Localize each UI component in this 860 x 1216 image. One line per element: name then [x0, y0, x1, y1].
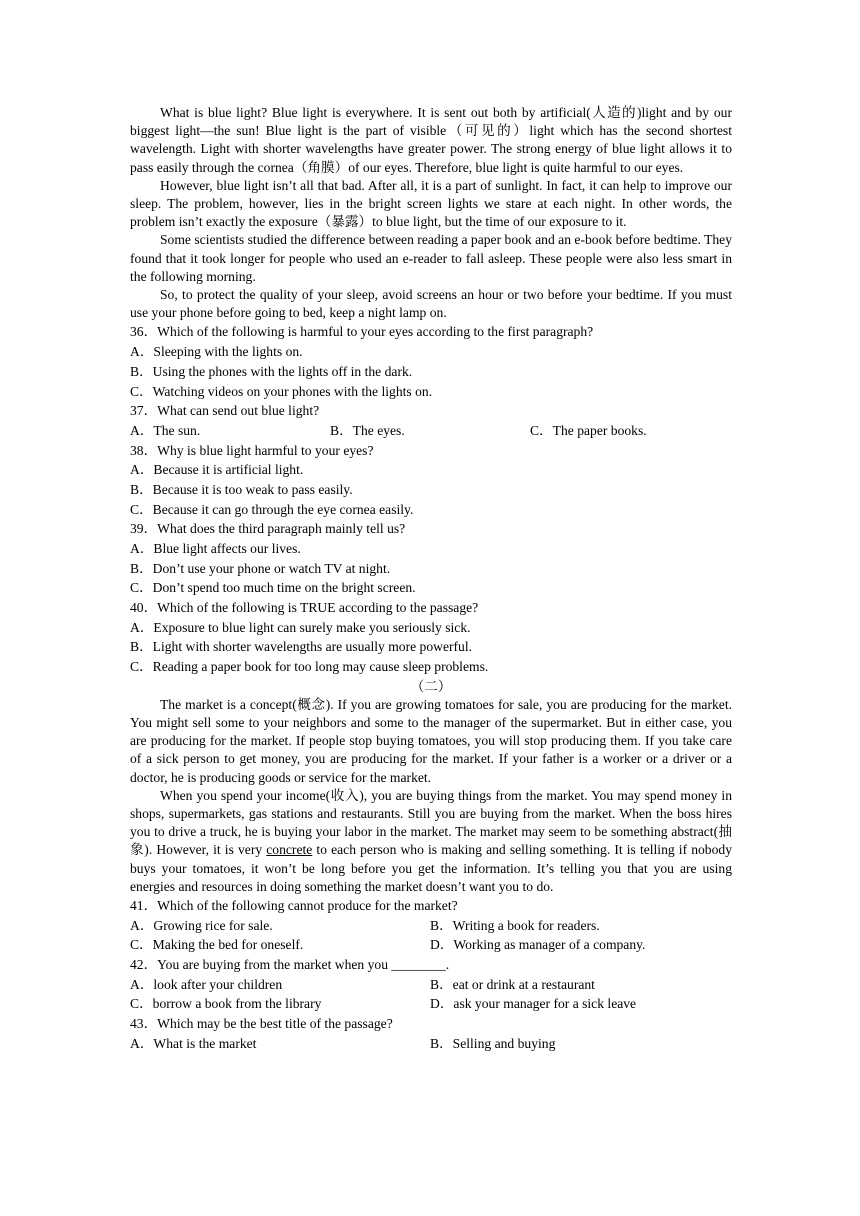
- question-38: [130, 441, 732, 520]
- passage-2-paragraph: [130, 787, 732, 896]
- question-stem: 38．Why is blue light harmful to your eyes?: [130, 442, 374, 458]
- option-row: [130, 500, 732, 520]
- option-b: B．Don’t use your phone or watch TV at night.: [130, 560, 391, 576]
- question-41: [130, 896, 732, 955]
- option-b: B．Because it is too weak to pass easily.: [130, 481, 353, 497]
- option-row: [130, 1034, 732, 1054]
- option-c: C．Making the bed for oneself.: [130, 937, 304, 953]
- option-a: A．What is the market: [130, 1035, 257, 1051]
- option-row: [130, 460, 732, 480]
- document-body: [130, 104, 732, 1054]
- question-37: [130, 401, 732, 440]
- question-40: [130, 598, 732, 677]
- question-stem: 41．Which of the following cannot produce for the market?: [130, 898, 458, 914]
- option-row: [130, 637, 732, 657]
- option-b: B．Using the phones with the lights off in the dark.: [130, 363, 413, 379]
- question-stem: 37．What can send out blue light?: [130, 403, 320, 419]
- option-c: C．The paper books.: [530, 422, 647, 438]
- option-c: C．Reading a paper book for too long may cause sleep problems.: [130, 659, 489, 675]
- option-row: [130, 421, 732, 441]
- option-a: A．Because it is artificial light.: [130, 462, 304, 478]
- question-stem: 43．Which may be the best title of the passage?: [130, 1016, 393, 1032]
- paragraph-text: to each person who is making and selling something. It is telling if nobody buys your tomatoes, it won’t be long before you get the information. It’s telling you that you are using energies and resources in doing something the market doesn’t want you to do.: [130, 842, 732, 894]
- option-row: [130, 362, 732, 382]
- question-stem: 42．You are buying from the market when you ________.: [130, 957, 450, 973]
- option-row: [130, 657, 732, 677]
- option-row: [130, 618, 732, 638]
- passage-1-paragraph: However, blue light isn’t all that bad. After all, it is a part of sunlight. In fact, it can help to improve our sleep. The problem, however, lies in the bright screen lights we stare at each night. In other words, the problem isn’t exactly the exposure（暴露）to blue light, but the time of our exposure to it.: [130, 177, 732, 230]
- question-36: [130, 322, 732, 401]
- question-42: [130, 955, 732, 1014]
- option-row: [130, 382, 732, 402]
- underlined-word: concrete: [266, 842, 313, 858]
- option-b: B．The eyes.: [330, 422, 405, 438]
- question-39: [130, 519, 732, 598]
- option-d: D．ask your manager for a sick leave: [430, 996, 637, 1012]
- option-row: [130, 559, 732, 579]
- option-b: B．eat or drink at a restaurant: [430, 976, 595, 992]
- passage-1-paragraph: What is blue light? Blue light is everywhere. It is sent out both by artificial(人造的)light and by our biggest light—the sun! Blue light is the part of visible（可见的）light which has the second shortest wavelength. Light with shorter wavelengths have greater power. The strong energy of blue light allows it to pass easily through the cornea（角膜）of our eyes. Therefore, blue light is quite harmful to our eyes.: [130, 105, 732, 175]
- option-a: A．look after your children: [130, 976, 283, 992]
- option-b: B．Selling and buying: [430, 1035, 556, 1051]
- option-row: [130, 935, 732, 955]
- option-a: A．Blue light affects our lives.: [130, 541, 301, 556]
- passage-1: [130, 104, 732, 322]
- passage-2: [130, 696, 732, 896]
- passage-1-paragraph: Some scientists studied the difference between reading a paper book and an e-book before bedtime. They found that it took longer for people who used an e-reader to fall asleep. These people were also less smart in the following morning.: [130, 232, 732, 284]
- option-a: A．Sleeping with the lights on.: [130, 344, 303, 360]
- option-a: A．The sun.: [130, 422, 201, 438]
- option-a: A．Exposure to blue light can surely make you seriously sick.: [130, 619, 471, 635]
- option-row: [130, 916, 732, 936]
- option-a: A．Growing rice for sale.: [130, 917, 273, 933]
- option-row: [130, 539, 732, 559]
- option-row: [130, 994, 732, 1014]
- option-b: B．Light with shorter wavelengths are usually more powerful.: [130, 639, 473, 655]
- question-stem: 36．Which of the following is harmful to your eyes according to the first paragraph?: [130, 324, 594, 340]
- option-c: C．borrow a book from the library: [130, 996, 322, 1012]
- option-d: D．Working as manager of a company.: [430, 937, 646, 953]
- section-heading: （二）: [410, 678, 452, 694]
- question-43: [130, 1014, 732, 1053]
- paragraph-text: When you spend your income(收入), you are buying things from the market. You may spend money in shops, supermarkets, gas stations and restaurants. Still you are buying from the market. When the boss hires you to drive a truck, he is buying your labor in the market. The market may seem to be something abstract(抽象). However, it is very: [130, 787, 732, 858]
- option-c: C．Watching videos on your phones with the lights on.: [130, 383, 433, 399]
- option-c: C．Because it can go through the eye cornea easily.: [130, 501, 414, 517]
- question-stem: 40．Which of the following is TRUE according to the passage?: [130, 600, 479, 616]
- option-c: C．Don’t spend too much time on the bright screen.: [130, 580, 416, 596]
- passage-2-paragraph: The market is a concept(概念). If you are growing tomatoes for sale, you are producing for the market. You might sell some to your neighbors and some to the manager of the supermarket. But in either case, you are producing for the market. If people stop buying tomatoes, you will stop producing them. If you take care of a sick person to get money, you are producing for the market. If your father is a worker or a driver or a doctor, he is producing goods or service for the market.: [130, 696, 732, 785]
- option-row: [130, 480, 732, 500]
- question-stem: 39．What does the third paragraph mainly tell us?: [130, 521, 406, 537]
- option-row: [130, 975, 732, 995]
- passage-1-paragraph: So, to protect the quality of your sleep, avoid screens an hour or two before your bedtime. If you must use your phone before going to bed, keep a night lamp on.: [130, 287, 732, 321]
- option-b: B．Writing a book for readers.: [430, 917, 600, 933]
- option-row: [130, 342, 732, 362]
- option-row: [130, 578, 732, 598]
